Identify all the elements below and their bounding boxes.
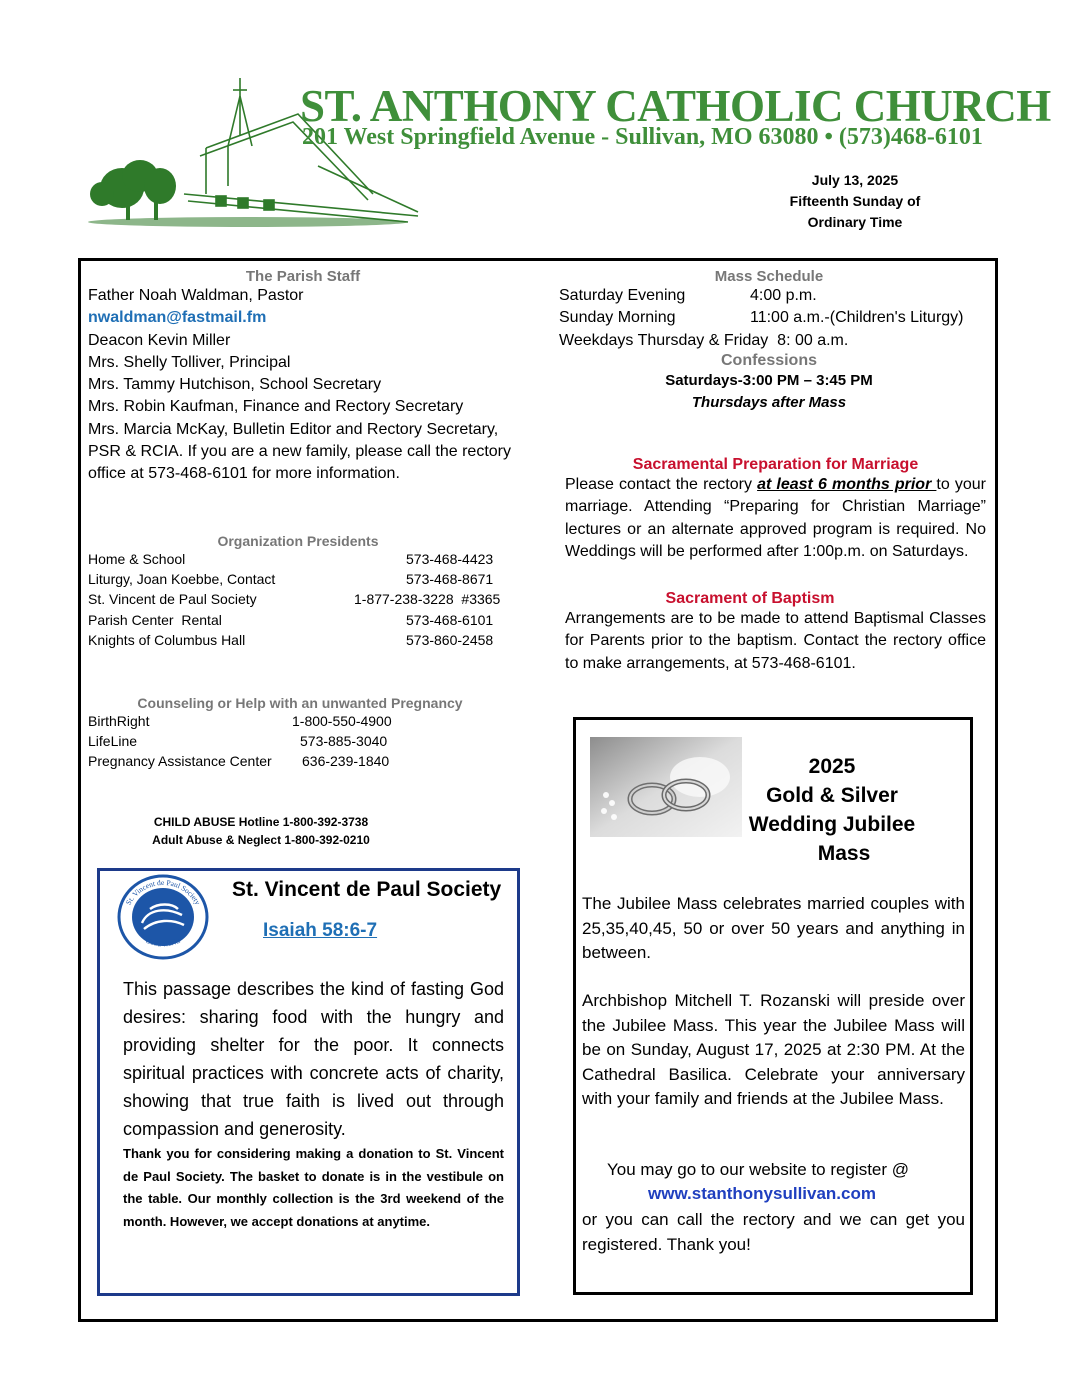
adult-abuse-hotline: Adult Abuse & Neglect 1-800-392-0210 (152, 833, 370, 847)
help-phone: 573-885-3040 (300, 733, 388, 750)
marriage-body-post: to your marriage. Attending “Preparing for Christian Marriage” lectures or an alternate approved program is required. No Weddings will be performed after 1:00p.m. on Saturdays. (565, 476, 986, 560)
org-row (88, 610, 508, 630)
marriage-heading: Sacramental Preparation for Marriage (632, 456, 919, 473)
staff-line: Mrs. Shelly Tolliver, Principal (88, 353, 291, 371)
hotlines (130, 813, 392, 849)
org-name: Home & School (88, 551, 186, 567)
org-name: Liturgy, Joan Koebbe, Contact (88, 571, 276, 588)
help-row (88, 711, 508, 731)
bulletin-date-block (760, 170, 950, 233)
marriage-body-pre: Please contact the rectory (565, 476, 758, 493)
baptism-heading: Sacrament of Baptism (665, 590, 835, 607)
help-name: Pregnancy Assistance Center (88, 753, 272, 770)
org-row (88, 630, 508, 650)
org-phone: 573-468-4423 (406, 551, 494, 567)
bulletin-date: July 13, 2025 (811, 172, 899, 188)
website-link[interactable]: www.stanthonysullivan.com (648, 1184, 876, 1203)
jubilee-title-line3: Wedding Jubilee (748, 813, 916, 836)
jubilee-title-line2: Gold & Silver (766, 784, 898, 807)
pregnancy-help-section (88, 695, 508, 772)
jubilee-title-line4: Mass (817, 842, 871, 865)
help-name: LifeLine (88, 733, 138, 750)
org-name: Knights of Columbus Hall (88, 631, 246, 648)
org-row (88, 589, 508, 609)
marriage-body (565, 474, 986, 563)
liturgical-day-line1: Fifteenth Sunday of (789, 193, 921, 209)
mass-time: 11:00 a.m.-(Children's Liturgy) (750, 309, 964, 327)
org-phone: 573-468-6101 (406, 611, 494, 628)
jubilee-paragraph-4: or you can call the rectory and we can get you registered. Thank you! (582, 1210, 965, 1254)
org-row (88, 549, 508, 569)
organizations-section (88, 533, 508, 650)
staff-line: Mrs. Robin Kaufman, Finance and Rectory Secretary (88, 398, 464, 416)
mass-weekdays: Weekdays Thursday & Friday 8: 00 a.m. (559, 331, 849, 349)
parish-staff-heading: The Parish Staff (245, 268, 361, 285)
svg-text:Good Works (144, 936, 181, 949)
marriage-emphasis: at least 6 months prior (757, 476, 937, 493)
wedding-rings-photo (590, 737, 742, 837)
org-phone: 1-877-238-3228 #3365 (354, 591, 501, 608)
org-name: Parish Center Rental (88, 611, 222, 628)
mass-schedule-heading: Mass Schedule (714, 268, 824, 285)
staff-line: Mrs. Marcia McKay, Bulletin Editor and Rectory Secretary, (88, 420, 499, 438)
marriage-section (565, 456, 986, 563)
mass-schedule-section (559, 268, 989, 414)
baptism-section (565, 590, 986, 675)
mass-day: Saturday Evening (559, 287, 686, 304)
confessions-thursday: Thursdays after Mass (691, 393, 847, 411)
svdp-thanks: Thank you for considering making a donation to St. Vincent de Paul Society. The basket to donate is in the vestibule on the table. Our monthly collection is the 3rd weekend of the month. However, we accept donations at anytime. (123, 1146, 504, 1229)
svdp-body: This passage describes the kind of fasting God desires: sharing food with the hungry and providing shelter for the poor. It connects spiritual practices with concrete acts of charity, showing that true faith is lived out through compassion and generosity. (123, 979, 504, 1139)
mass-row (559, 285, 989, 307)
org-row (88, 569, 508, 589)
staff-line: Deacon Kevin Miller (88, 331, 231, 349)
svdp-logo-text-bottom: Good Works (144, 935, 182, 949)
baptism-body: Arrangements are to be made to attend Baptismal Classes for Parents prior to the baptism. Contact the rectory office to make arrangements, at 573-468-6101. (565, 610, 986, 672)
help-name: BirthRight (88, 713, 150, 729)
mass-time: 4:00 p.m. (750, 287, 817, 304)
confessions-heading: Confessions (720, 351, 817, 369)
pregnancy-help-heading: Counseling or Help with an unwanted Pregnancy (137, 695, 463, 711)
jubilee-paragraph-1: The Jubilee Mass celebrates married couples with 25,35,40,45, 50 or over 50 years and anything in between. (582, 894, 965, 962)
org-name: St. Vincent de Paul Society (88, 591, 257, 608)
help-phone: 636-239-1840 (302, 753, 390, 770)
jubilee-paragraph-2: Archbishop Mitchell T. Rozanski will preside over the Jubilee Mass. This year the Jubilee Mass will be on Sunday, August 17, 2025 at 2:30 PM. At the Cathedral Basilica. Celebrate your anniversary with your family and friends at the Jubilee Mass. (582, 991, 965, 1108)
mass-day: Sunday Morning (559, 309, 676, 327)
staff-line: office at 573-468-6101 for more information. (88, 465, 400, 483)
help-row (88, 731, 508, 751)
pastor-email-link[interactable]: nwaldman@fastmail.fm (88, 309, 267, 327)
jubilee-title (742, 752, 922, 868)
svg-text:St. Vincent de Paul Society (124, 878, 203, 907)
svdp-title: St. Vincent de Paul Society (232, 878, 502, 901)
organizations-heading: Organization Presidents (217, 533, 379, 549)
parish-staff-section (88, 268, 518, 486)
staff-line: PSR & RCIA. If you are a new family, please call the rectory (88, 443, 511, 461)
org-phone: 573-468-8671 (406, 571, 494, 588)
svdp-scripture-link[interactable]: Isaiah 58:6-7 (263, 920, 378, 941)
help-row (88, 751, 508, 771)
mass-row (559, 307, 989, 329)
svdp-logo-text-top: St. Vincent de Paul Society (123, 877, 203, 907)
church-address: 201 West Springfield Avenue - Sullivan, MO 63080 • (573)468-6101 (302, 124, 983, 150)
church-name: ST. ANTHONY CATHOLIC CHURCH (300, 81, 1051, 131)
staff-line: Father Noah Waldman, Pastor (88, 287, 304, 304)
jubilee-register-line: You may go to our website to register @ (607, 1160, 910, 1179)
svdp-logo-lettering (116, 873, 210, 961)
confessions-saturday: Saturdays-3:00 PM – 3:45 PM (665, 371, 873, 389)
child-abuse-hotline: CHILD ABUSE Hotline 1-800-392-3738 (153, 815, 369, 829)
staff-line: Mrs. Tammy Hutchison, School Secretary (88, 376, 382, 394)
org-phone: 573-860-2458 (406, 631, 494, 648)
liturgical-day-line2: Ordinary Time (807, 214, 903, 230)
jubilee-title-year: 2025 (808, 755, 856, 778)
help-phone: 1-800-550-4900 (292, 713, 392, 729)
